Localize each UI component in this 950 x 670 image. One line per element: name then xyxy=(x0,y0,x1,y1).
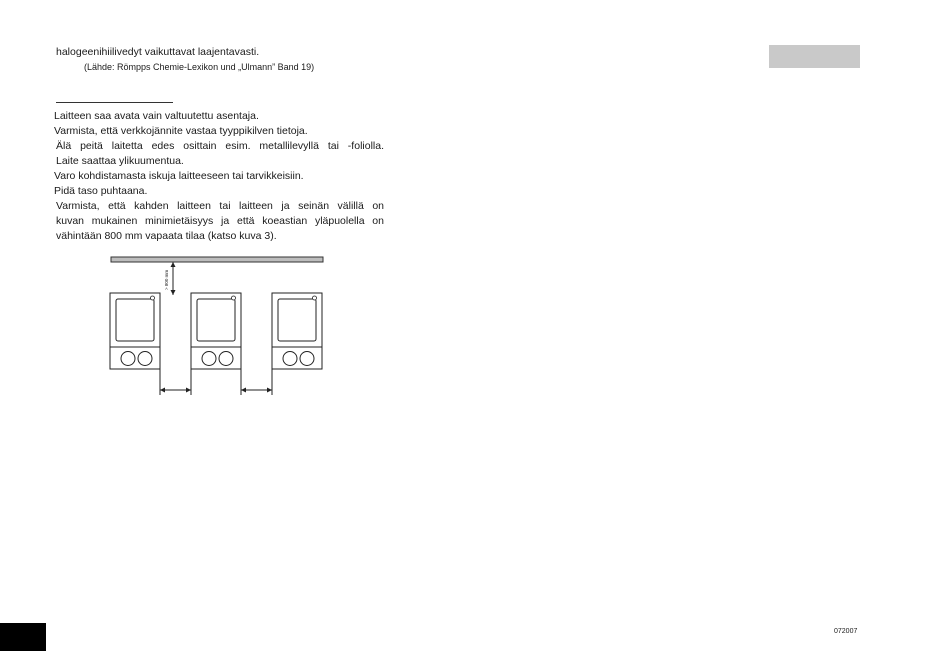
page-marker-block xyxy=(0,623,46,651)
shelf-bar xyxy=(111,257,323,262)
device-unit-1 xyxy=(110,293,160,369)
source-citation: (Lähde: Römpps Chemie-Lexikon und „Ulmann” Band 19) xyxy=(84,62,315,72)
instruction-line: vähintään 800 mm vapaata tilaa (katso kuva 3). xyxy=(56,230,277,242)
intro-text: halogeenihiilivedyt vaikuttavat laajentavasti. xyxy=(56,46,260,58)
spacing-arrow-1 xyxy=(160,369,191,395)
header-tab-box xyxy=(769,45,860,68)
instruction-line: Laite saattaa ylikuumentua. xyxy=(56,155,184,167)
instruction-line: kuvan mukainen minimietäisyys ja että koeastian yläpuolella on xyxy=(56,215,384,227)
instruction-line: Varmista, että kahden laitteen tai laitteen ja seinän välillä on xyxy=(56,200,384,212)
device-spacing-diagram xyxy=(108,254,330,399)
clearance-arrow xyxy=(164,262,176,295)
instruction-line: Varo kohdistamasta iskuja laitteeseen tai tarvikkeisiin. xyxy=(54,170,304,182)
instruction-line: Laitteen saa avata vain valtuutettu asentaja. xyxy=(54,110,259,122)
device-unit-3 xyxy=(272,293,322,369)
section-divider xyxy=(56,102,173,103)
device-unit-2 xyxy=(191,293,241,369)
instruction-line: Varmista, että verkkojännite vastaa tyyppikilven tietoja. xyxy=(54,125,308,137)
document-code: 072007 xyxy=(834,628,858,635)
clearance-label: > 800 mm xyxy=(164,269,169,290)
spacing-arrow-2 xyxy=(241,369,272,395)
instruction-line: Pidä taso puhtaana. xyxy=(54,185,148,197)
instruction-line: Älä peitä laitetta edes osittain esim. metallilevyllä tai -foliolla. xyxy=(56,140,384,152)
